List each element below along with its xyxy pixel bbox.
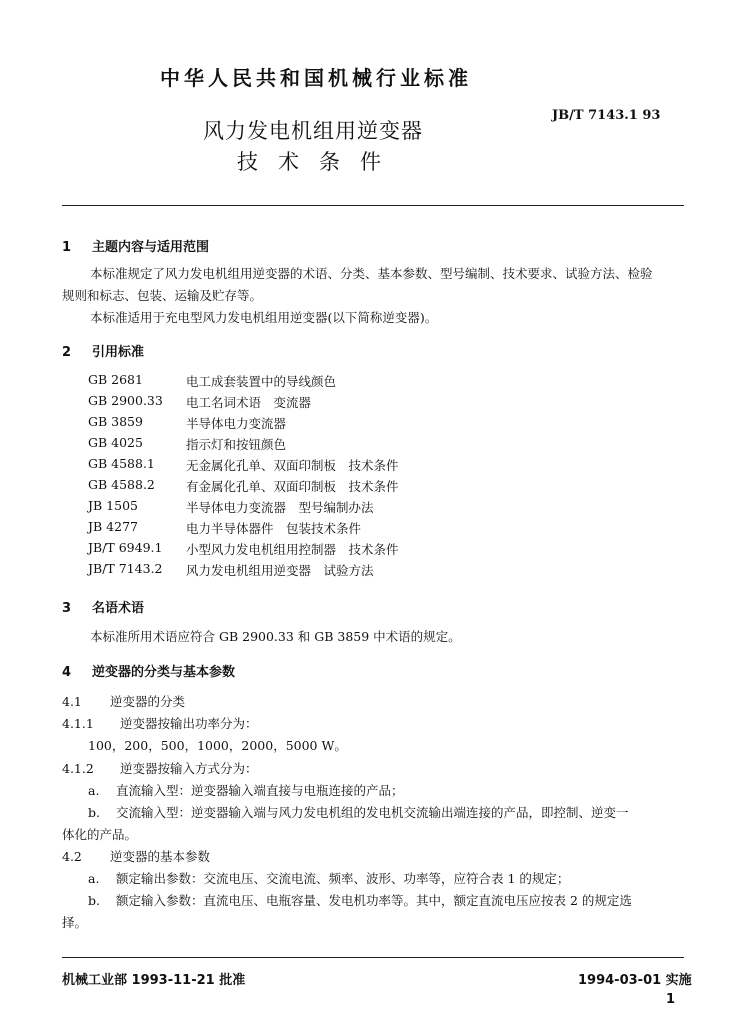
clause-4-1: 4.1 逆变器的分类 [62,694,186,709]
page-number: 1 [666,992,676,1007]
document-subtitle: 技术条件 [237,150,401,174]
ref-title: 半导体电力变流器 [186,416,287,431]
industry-standard-heading: 中华人民共和国机械行业标准 [160,66,472,90]
ref-code: GB 4588.2 [88,477,155,492]
list-item-4-2-a: a. 额定输出参数：交流电压、交流电流、频率、波形、功率等，应符合表 1 的规定； [88,871,570,886]
header-divider [62,205,684,206]
section-1-paragraph-1-cont: 规则和标志、包装、运输及贮存等。 [62,288,263,303]
ref-title: 无金属化孔单、双面印制板 技术条件 [186,458,399,473]
ref-title: 电工名词术语 变流器 [186,395,312,410]
ref-title: 电工成套装置中的导线颜色 [186,374,337,389]
document-title: 风力发电机组用逆变器 [203,119,423,143]
clause-4-2: 4.2 逆变器的基本参数 [62,849,211,864]
ref-title: 有金属化孔单、双面印制板 技术条件 [186,479,399,494]
ref-title: 半导体电力变流器 型号编制办法 [186,500,374,515]
list-item-b-cont: 体化的产品。 [62,827,138,842]
ref-code: GB 4588.1 [88,456,155,471]
ref-title: 电力半导体器件 包装技术条件 [186,521,362,536]
section-1-paragraph-1: 本标准规定了风力发电机组用逆变器的术语、分类、基本参数、型号编制、技术要求、试验方法、检验 [90,266,653,281]
approval-date: 机械工业部 1993-11-21 批准 [62,973,246,988]
list-item-a: a. 直流输入型：逆变器输入端直接与电瓶连接的产品； [88,783,404,798]
effective-date: 1994-03-01 实施 [578,973,692,988]
ref-title: 风力发电机组用逆变器 试验方法 [186,563,374,578]
ref-code: GB 2900.33 [88,393,163,408]
footer-divider [62,957,684,958]
section-1-heading: 1 主题内容与适用范围 [62,240,210,255]
ref-code: JB 4277 [88,519,138,534]
ref-title: 小型风力发电机组用控制器 技术条件 [186,542,399,557]
section-4-heading: 4 逆变器的分类与基本参数 [62,665,236,680]
ref-code: GB 3859 [88,414,143,429]
ref-code: GB 2681 [88,372,143,387]
list-item-b: b. 交流输入型：逆变器输入端与风力发电机组的发电机交流输出端连接的产品，即控制、逆变一 [88,805,629,820]
list-item-4-2-b-cont: 择。 [62,915,88,930]
clause-4-1-2: 4.1.2 逆变器按输入方式分为： [62,761,258,776]
section-3-heading: 3 名语术语 [62,601,145,616]
list-item-4-2-b: b. 额定输入参数：直流电压、电瓶容量、发电机功率等。其中，额定直流电压应按表 2 的规定选 [88,893,632,908]
section-2-heading: 2 引用标准 [62,345,145,360]
ref-code: JB/T 7143.2 [88,561,163,576]
ref-code: JB/T 6949.1 [88,540,163,555]
clause-4-1-1: 4.1.1 逆变器按输出功率分为： [62,716,258,731]
standard-number: JB/T 7143.1 93 [552,108,661,123]
section-1-paragraph-2: 本标准适用于充电型风力发电机组用逆变器(以下简称逆变器)。 [90,310,438,325]
ref-code: JB 1505 [88,498,138,513]
power-ratings: 100，200，500，1000，2000，5000 W。 [88,738,347,753]
ref-title: 指示灯和按钮颜色 [186,437,287,452]
ref-code: GB 4025 [88,435,143,450]
section-3-paragraph: 本标准所用术语应符合 GB 2900.33 和 GB 3859 中术语的规定。 [90,629,461,644]
